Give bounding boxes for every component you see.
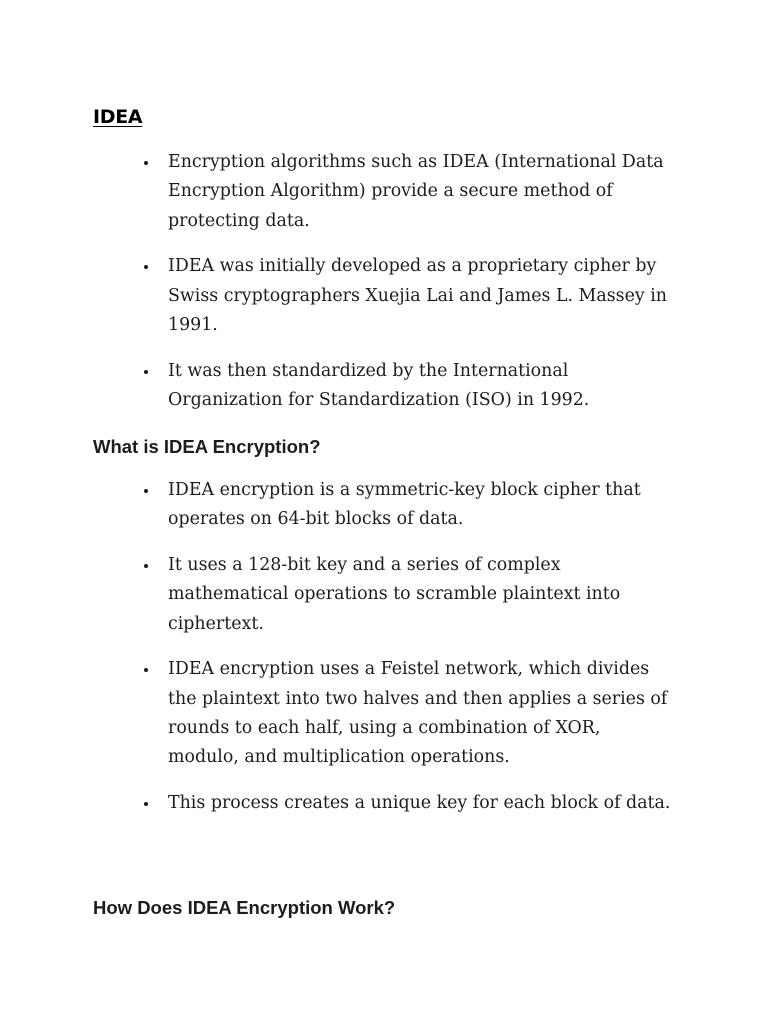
list-item xyxy=(0,148,768,236)
bullet-icon xyxy=(144,668,148,672)
list-item xyxy=(0,357,768,416)
what-is-bullet-list xyxy=(0,476,768,835)
section-heading-how-does-it-work: How Does IDEA Encryption Work? xyxy=(93,897,396,918)
list-item-text: It uses a 128-bit key and a series of complex mathematical operations to scramble plaintext into ciphertext. xyxy=(168,555,621,634)
list-item-text: IDEA encryption uses a Feistel network, which divides the plaintext into two halves and then applies a series of rounds to each half, using a combination of XOR, modulo, and multiplication operations. xyxy=(168,659,668,768)
bullet-icon xyxy=(144,802,148,806)
list-item xyxy=(0,789,768,818)
list-item xyxy=(0,551,768,639)
document-title: IDEA xyxy=(93,106,143,128)
list-item xyxy=(0,476,768,535)
intro-bullet-list xyxy=(0,148,768,432)
bullet-icon xyxy=(144,370,148,374)
section-heading-what-is-idea: What is IDEA Encryption? xyxy=(93,436,321,457)
list-item xyxy=(0,655,768,772)
list-item-text: Encryption algorithms such as IDEA (International Data Encryption Algorithm) provide a secure method of protecting data. xyxy=(168,152,664,231)
list-item-text: IDEA encryption is a symmetric-key block cipher that operates on 64-bit blocks of data. xyxy=(168,480,641,530)
list-item-text: This process creates a unique key for each block of data. xyxy=(168,793,671,814)
list-item-text: It was then standardized by the International Organization for Standardization (ISO) in 1992. xyxy=(168,360,590,411)
bullet-icon xyxy=(144,265,148,269)
list-item xyxy=(0,252,768,340)
list-item-text: IDEA was initially developed as a proprietary cipher by Swiss cryptographers Xuejia Lai and James L. Massey in 1991. xyxy=(168,256,667,335)
bullet-icon xyxy=(144,161,148,165)
bullet-icon xyxy=(144,564,148,568)
bullet-icon xyxy=(144,489,148,493)
